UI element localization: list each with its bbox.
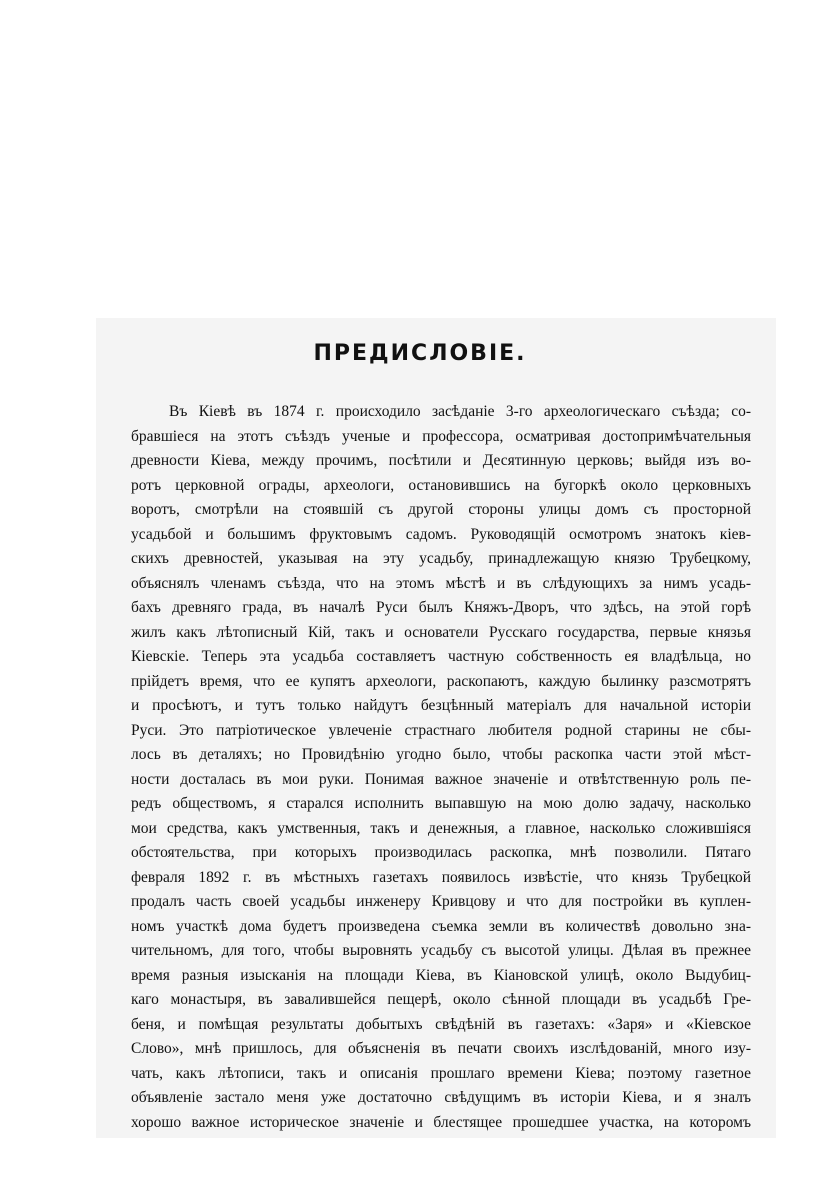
preface-body: [131, 400, 751, 1135]
text-line: древности Кіева, между прочимъ, посѣтили и Десятинную церковь; выйдя изъ во-: [131, 452, 751, 469]
text-line: Руси. Это патріотическое увлеченіе страстнаго любителя родной старины не сбы-: [131, 721, 751, 739]
text-line: обстоятельства, при которыхъ производилась раскопка, мнѣ позволили. Пятаго: [131, 844, 751, 861]
text-line: бахъ древняго града, въ началѣ Руси былъ Княжъ-Дворъ, что здѣсь, на этой горѣ: [131, 599, 751, 616]
text-line: хорошо важное историческое значеніе и блестящее прошедшее участка, на которомъ: [131, 1113, 751, 1131]
text-line: Кіевскіе. Теперь эта усадьба составляетъ частную собственность ея владѣльца, но: [131, 648, 751, 665]
text-line: объявленіе застало меня уже достаточно свѣдущимъ въ исторіи Кіева, и я зналъ: [131, 1089, 751, 1106]
text-line: редъ обществомъ, я старался исполнить выпавшую на мою долю задачу, насколько: [131, 795, 751, 812]
text-line: чительномъ, для того, чтобы выровнять усадьбу съ высотой улицы. Дѣлая въ прежнее: [131, 942, 751, 959]
text-line: Въ Кіевѣ въ 1874 г. происходило засѣданіе 3-го археологическаго съѣзда; со-: [169, 403, 751, 420]
text-line: каго монастыря, въ завалившейся пещерѣ, около сѣнной площади въ усадьбѣ Гре-: [131, 991, 751, 1008]
text-line: скихъ древностей, указывая на эту усадьбу, принадлежащую князю Трубецкому,: [131, 550, 751, 567]
text-line: ротъ церковной ограды, археологи, остановившись на бугоркѣ около церковныхъ: [131, 476, 751, 494]
text-line: чать, какъ лѣтописи, такъ и описанія прошлаго времени Кіева; поэтому газетное: [131, 1064, 751, 1082]
text-line: объяснялъ членамъ съѣзда, что на этомъ мѣстѣ и въ слѣдующихъ за нимъ усадь-: [131, 574, 751, 592]
text-line: усадьбой и большимъ фруктовымъ садомъ. Руководящій осмотромъ знатокъ кіев-: [131, 525, 751, 543]
text-line: прійдетъ время, что ее купятъ археологи, раскопаютъ, каждую былинку разсмотрятъ: [131, 672, 751, 690]
text-line: продалъ часть своей усадьбы инженеру Кривцову и что для постройки въ куплен-: [131, 893, 751, 910]
text-line: мои средства, какъ умственныя, такъ и денежныя, а главное, насколько сложившіяся: [131, 819, 751, 837]
text-line: ности досталась въ мои руки. Понимая важное значеніе и отвѣтственную роль пе-: [131, 770, 751, 788]
text-line: февраля 1892 г. въ мѣстныхъ газетахъ появилось извѣстіе, что князь Трубецкой: [131, 868, 751, 886]
text-line: номъ участкѣ дома будетъ произведена съемка земли въ количествѣ довольно зна-: [131, 917, 751, 935]
text-line: беня, и помѣщая результаты добытыхъ свѣдѣній въ газетахъ: «Заря» и «Кіевское: [131, 1015, 751, 1033]
text-line: бравшіеся на этотъ съѣздъ ученые и профессора, осматривая достопримѣчательныя: [131, 427, 751, 445]
text-line: лось въ деталяхъ; но Провидѣнію угодно было, чтобы раскопка части этой мѣст-: [131, 746, 751, 763]
text-line: Слово», мнѣ пришлось, для объясненія въ печати своихъ изслѣдованій, много изу-: [131, 1040, 751, 1057]
page-title: ПРЕДИСЛОВІЕ.: [313, 341, 527, 366]
text-line: время разныя изысканія на площади Кіева, въ Кіановской улицѣ, около Выдубиц-: [131, 966, 751, 984]
text-line: воротъ, смотрѣли на стоявшій съ другой стороны улицы домъ съ просторной: [131, 501, 751, 518]
text-line: жилъ какъ лѣтописный Кій, такъ и основатели Русскаго государства, первые князья: [131, 623, 751, 641]
text-line: и просѣютъ, и тутъ только найдутъ безцѣнный матеріалъ для начальной исторіи: [131, 697, 751, 714]
